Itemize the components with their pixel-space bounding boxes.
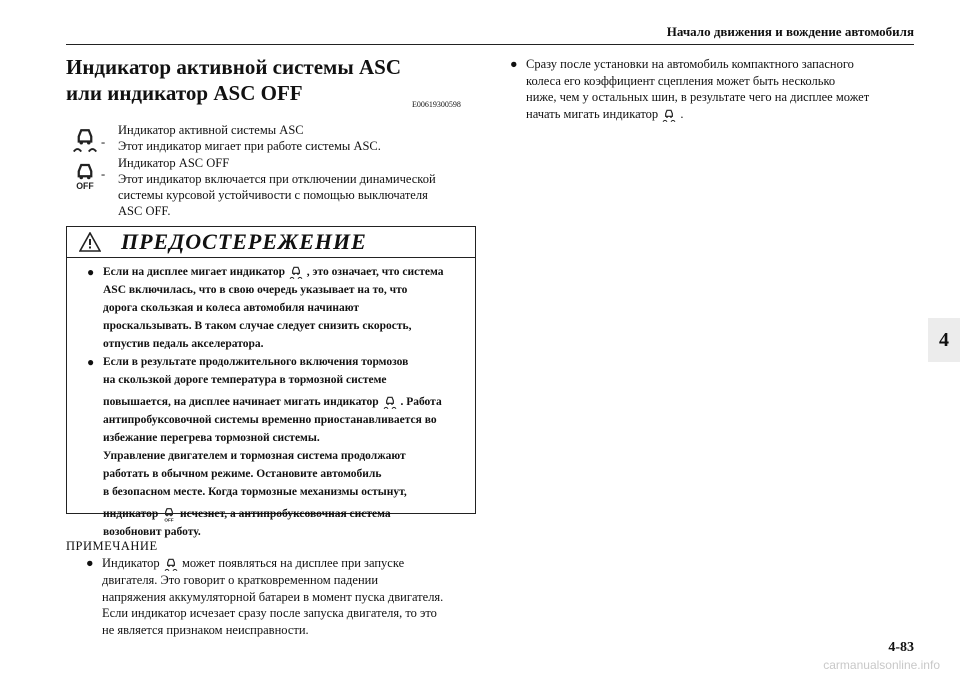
warning-line: Если в результате продолжительного включения тормозов [103, 356, 409, 368]
warning-line: ASC включилась, что в свою очередь указывает на то, что [103, 284, 408, 296]
indicator-asc-off-line-2: Этот индикатор включается при отключении динамической [118, 172, 436, 186]
warning-line: проскальзывать. В таком случае следует снизить скорость, [103, 320, 412, 332]
warning-line: избежание перегрева тормозной системы. [103, 432, 320, 444]
warning-line [103, 505, 469, 523]
asc-skid-car-icon [288, 264, 304, 280]
note-body [102, 555, 482, 639]
indicator-asc-off-line-4: ASC OFF. [118, 204, 171, 218]
chapter-tab: 4 [928, 318, 960, 362]
warning-line [103, 393, 469, 411]
warning-item-1 [103, 263, 469, 353]
bullet-dot: ● [87, 265, 95, 279]
note-line: напряжения аккумуляторной батареи в момент пуска двигателя. [102, 589, 444, 604]
warning-bullet-1 [87, 263, 94, 282]
note-line: не является признаком неисправности. [102, 622, 309, 637]
watermark: carmanualsonline.info [823, 658, 940, 672]
note-text: Индикатор [102, 556, 160, 570]
note-line: двигателя. Это говорит о кратковременном падении [102, 573, 379, 588]
page-number: 4-83 [888, 640, 914, 655]
warning-triangle-icon [79, 232, 101, 252]
right-bullet: ● [510, 57, 518, 71]
section-title-line-1: Индикатор активной системы ASC [66, 55, 402, 79]
warning-line [103, 263, 469, 281]
warning-line: на скользкой дороге температура в тормозной системе [103, 374, 387, 386]
right-text: начать мигать индикатор [526, 106, 659, 121]
asc-off-car-icon [161, 506, 177, 522]
warning-text: Если на дисплее мигает индикатор [103, 266, 285, 278]
warning-title: ПРЕДОСТЕРЕЖЕНИЕ [121, 229, 367, 254]
right-line: ниже, чем у остальных шин, в результате чего на дисплее может [526, 90, 870, 105]
warning-text: , это означает, что система [306, 266, 444, 278]
asc-skid-car-icon [382, 394, 398, 410]
warning-box [66, 226, 476, 538]
asc-skid-car-icon [661, 107, 677, 123]
bullet-dot: ● [87, 355, 95, 369]
warning-bullet-2 [87, 353, 94, 372]
warning-text: исчезнет, а антипробуксовочная система [180, 508, 391, 520]
warning-text: . Работа [400, 396, 442, 408]
warning-line: в безопасном месте. Когда тормозные механизмы остынут, [103, 486, 407, 498]
warning-line: дорога скользкая и колеса автомобиля начинают [103, 302, 360, 314]
note-line: Если индикатор исчезает сразу после запуска двигателя, то это [102, 606, 437, 621]
note-text: может появляться на дисплее при запуске [181, 556, 405, 570]
note-line [102, 555, 482, 572]
right-line [526, 106, 916, 123]
running-header: Начало движения и вождение автомобиля [666, 24, 914, 39]
indicator-asc-line-2: Этот индикатор мигает при работе системы ASC. [118, 139, 381, 153]
right-text: . [680, 106, 684, 121]
indicator-asc-line-1: Индикатор активной системы ASC [118, 123, 304, 137]
warning-header [67, 227, 475, 258]
warning-line: Управление двигателем и тормозная система продолжают [103, 450, 406, 462]
section-code: E00619300598 [412, 100, 461, 109]
section-title-line-2: или индикатор ASC OFF [66, 81, 303, 105]
warning-item-2 [103, 353, 469, 541]
warning-line: отпустив педаль акселератора. [103, 338, 264, 350]
asc-skid-car-icon [70, 124, 100, 159]
right-line: колеса его коэффициент сцепления может быть несколько [526, 73, 836, 88]
note-heading: ПРИМЕЧАНИЕ [66, 539, 158, 553]
indicator-asc-off-line-1: Индикатор ASC OFF [118, 156, 230, 170]
warning-text: повышается, на дисплее начинает мигать индикатор [103, 396, 379, 408]
warning-line: антипробуксовочной системы временно приостанавливается во [103, 414, 437, 426]
asc-off-car-icon [70, 160, 100, 195]
warning-text: индикатор [103, 508, 159, 520]
icon-dash-2: - [101, 167, 106, 181]
asc-skid-car-icon [163, 556, 179, 572]
header-rule [66, 44, 914, 45]
warning-line: работать в обычном режиме. Остановите автомобиль [103, 468, 382, 480]
indicator-asc [118, 122, 381, 154]
right-line: Сразу после установки на автомобиль компактного запасного [526, 57, 854, 71]
warning-line: возобновит работу. [103, 526, 201, 538]
section-title [66, 54, 401, 106]
indicator-asc-off-line-3: системы курсовой устойчивости с помощью выключателя [118, 188, 428, 202]
right-column-text [526, 56, 916, 123]
note-bullet: ● [86, 556, 94, 570]
icon-dash-1: - [101, 135, 106, 149]
indicator-asc-off [118, 155, 436, 219]
